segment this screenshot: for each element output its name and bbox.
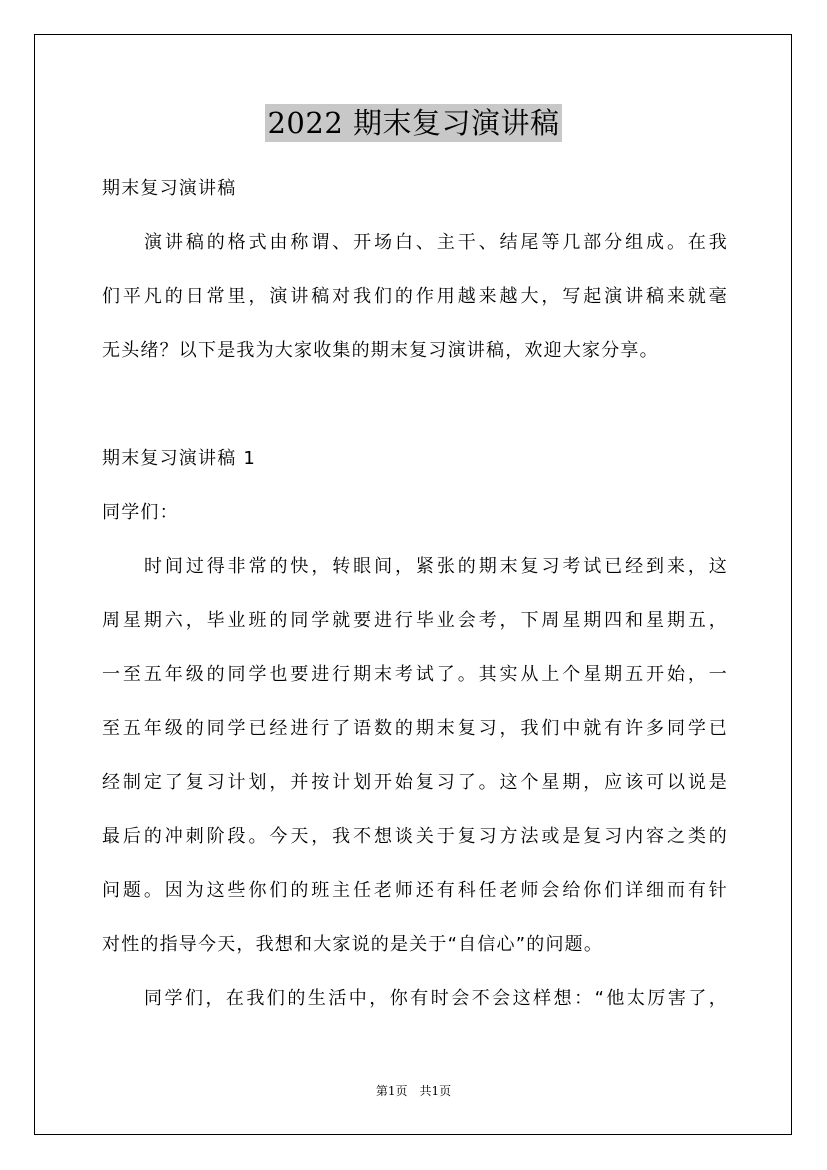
paragraph-line: 们平凡的日常里，演讲稿对我们的作用越来越大，写起演讲稿来就毫 [102, 286, 728, 307]
salutation: 同学们： [102, 502, 179, 523]
page-footer: 第1页 共1页 [375, 1084, 452, 1098]
paragraph-line: 经制定了复习计划，并按计划开始复习了。这个星期，应该可以说是 [102, 772, 728, 793]
paragraph-line: 无头绪？以下是我为大家收集的期末复习演讲稿，欢迎大家分享。 [102, 340, 659, 361]
title-container [0, 104, 827, 142]
paragraph-line: 周星期六，毕业班的同学就要进行毕业会考，下周星期四和星期五， [102, 610, 728, 631]
paragraph-line: 同学们，在我们的生活中，你有时会不会这样想：“他太厉害了， [144, 988, 728, 1009]
paragraph-line: 一至五年级的同学也要进行期末考试了。其实从上个星期五开始，一 [102, 664, 728, 685]
document-title: 2022 期末复习演讲稿 [267, 106, 560, 140]
paragraph-line: 问题。因为这些你们的班主任老师还有科任老师会给你们详细而有针 [102, 880, 728, 901]
paragraph-line: 最后的冲刺阶段。今天，我不想谈关于复习方法或是复习内容之类的 [102, 826, 728, 847]
paragraph-line: 演讲稿的格式由称谓、开场白、主干、结尾等几部分组成。在我 [144, 232, 728, 253]
section-heading: 期末复习演讲稿 [102, 178, 237, 199]
document-body [102, 162, 728, 1026]
speech-heading: 期末复习演讲稿 1 [102, 448, 256, 469]
paragraph-line: 时间过得非常的快，转眼间，紧张的期末复习考试已经到来，这 [144, 556, 728, 577]
paragraph-line: 对性的指导今天，我想和大家说的是关于“自信心”的问题。 [102, 934, 604, 955]
paragraph-line: 至五年级的同学已经进行了语数的期末复习，我们中就有许多同学已 [102, 718, 728, 739]
paragraph-gap [102, 378, 728, 432]
